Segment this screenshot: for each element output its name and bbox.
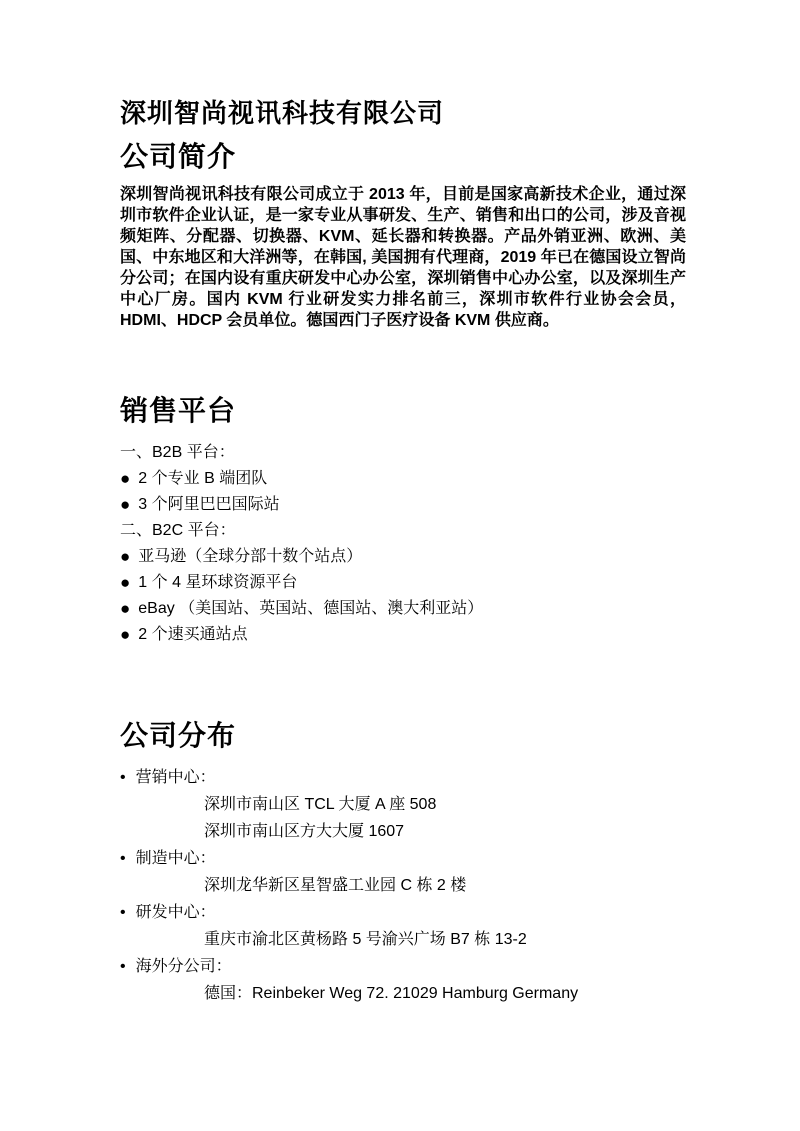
bullet-icon: ● (120, 625, 131, 644)
bullet-icon: ● (120, 547, 131, 566)
list-item (120, 544, 686, 570)
distribution-group-label: 研发中心： (135, 904, 216, 921)
section-heading-company-distribution: 公司分布 (120, 720, 237, 751)
address-line: 德国：Reinbeker Weg 72. 21029 Hamburg Germany (204, 985, 579, 1002)
list-item-label: 亚马逊（全球分部十数个站点） (138, 548, 363, 565)
bullet-icon: • (120, 850, 126, 867)
list-item (120, 764, 686, 791)
sales-platform-list (120, 440, 686, 648)
list-item (120, 622, 686, 648)
page-title: 深圳智尚视讯科技有限公司 (120, 98, 445, 128)
list-item (120, 518, 686, 544)
list-item-label: 2 个速买通站点 (138, 626, 248, 643)
list-item-label: 1 个 4 星环球资源平台 (138, 574, 298, 591)
address-line: 重庆市渝北区黄杨路 5 号渝兴广场 B7 栋 13-2 (204, 931, 527, 948)
bullet-icon: • (120, 769, 126, 786)
address-line: 深圳市南山区 TCL 大厦 A 座 508 (204, 796, 437, 813)
bullet-icon: ● (120, 599, 131, 618)
list-item (120, 440, 686, 466)
list-item-label: 一、B2B 平台： (120, 444, 235, 461)
list-item-label: 二、B2C 平台： (120, 522, 236, 539)
list-item (120, 953, 686, 980)
list-item (120, 492, 686, 518)
list-item (120, 596, 686, 622)
bullet-icon: • (120, 958, 126, 975)
bullet-icon: ● (120, 469, 131, 488)
address-line: 深圳龙华新区星智盛工业园 C 栋 2 楼 (204, 877, 467, 894)
list-item-label: 3 个阿里巴巴国际站 (138, 496, 280, 513)
list-item (120, 845, 686, 872)
distribution-group-label: 制造中心： (135, 850, 216, 867)
list-item (120, 570, 686, 596)
company-distribution-list (120, 764, 686, 1007)
list-item-label: 2 个专业 B 端团队 (138, 470, 268, 487)
bullet-icon: ● (120, 573, 131, 592)
distribution-group-label: 海外分公司： (135, 958, 232, 975)
bullet-icon: ● (120, 495, 131, 514)
company-intro-paragraph: 深圳智尚视讯科技有限公司成立于 2013 年，目前是国家高新技术企业，通过深圳市软件企业认证，是一家专业从事研发、生产、销售和出口的公司，涉及音视频矩阵、分配器、切换器、KVM、延长器和转换器。产品外销亚洲、欧洲、美国、中东地区和大洋洲等，在韩国, 美国拥有代理商，2019 年已在德国设立智尚分公司；在国内设有重庆研发中心办公室，深圳销售中心办公室，以及深圳生产中心厂房。国内 KVM 行业研发实力排名前三，深圳市软件行业协会会员，HDMI、HDCP 会员单位。德国西门子医疗设备 KVM 供应商。 (120, 186, 686, 329)
list-item-label: eBay （美国站、英国站、德国站、澳大利亚站） (138, 600, 484, 617)
list-item (120, 466, 686, 492)
list-item (120, 899, 686, 926)
address-line: 深圳市南山区方大大厦 1607 (204, 823, 405, 840)
distribution-group-label: 营销中心： (135, 769, 216, 786)
bullet-icon: • (120, 904, 126, 921)
section-heading-company-intro: 公司简介 (120, 141, 237, 172)
section-heading-sales-platforms: 销售平台 (120, 395, 237, 426)
